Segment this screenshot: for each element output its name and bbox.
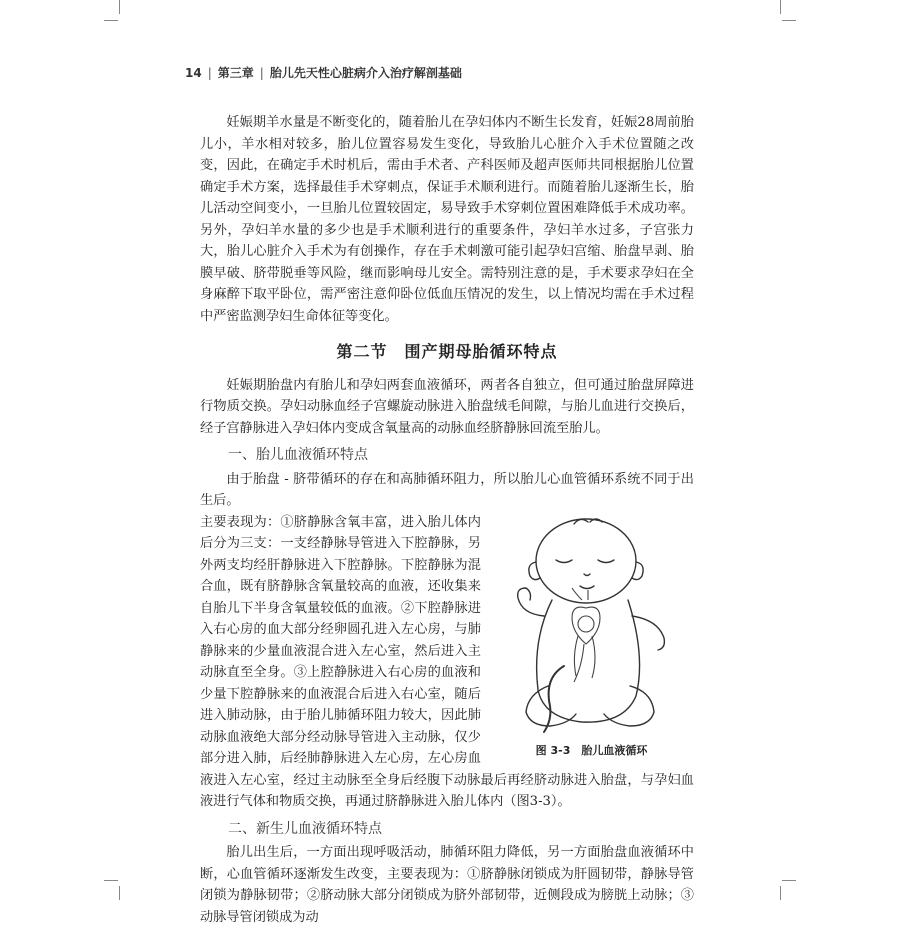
figure-caption: 图 3-3 胎儿血液循环 — [535, 743, 648, 757]
running-header — [185, 64, 720, 81]
header-separator: | — [207, 66, 212, 80]
page-body — [200, 112, 694, 928]
paragraph-fetal-details: 主要表现为：①脐静脉含氧丰富，进入胎儿体内后分为三支：一支经静脉导管进入下腔静脉，另外两支均经肝静脉进入下腔静脉。下腔静脉为混合血，既有脐静脉含氧量较高的血液，还收集来自胎儿下半身含氧量较低的血液。②下腔静脉进入右心房的血大部分经卵圆孔进入左心房，与肺静脉来的少量血液混合进入左心室，然后进入主动脉直至全身。③上腔静脉进入右心房的血液和少量下腔静脉来的血液混合后进入右心室，随后进入肺动脉，由于胎儿肺循环阻力较大，因此肺动脉血液绝大部分经动脉导管进入主动脉，仅少部分进入肺，后经肺静脉进入左心房，左心房血液进入左心室，经过主动脉至全身后经腹下动脉最后再经脐动脉进入胎盘，与孕妇血液进行气体和物质交换，再通过脐静脉进入胎儿体内（图3-3）。 — [200, 514, 694, 809]
crop-mark — [119, 886, 120, 900]
crop-mark — [104, 880, 118, 881]
subheading-neonatal-circulation: 二、新生儿血液循环特点 — [228, 820, 382, 837]
paragraph-neonatal: 胎儿出生后，一方面出现呼吸活动，肺循环阻力降低，另一方面胎盘血液循环中断，心血管循环逐渐发生改变，主要表现为：①脐静脉闭锁成为肝圆韧带，静脉导管闭锁为静脉韧带；②脐动脉大部分闭锁成为脐外部韧带，近侧段成为膀胱上动脉；③动脉导管闭锁成为动 — [200, 845, 694, 925]
crop-mark — [780, 886, 781, 900]
page-number: 14 — [185, 66, 202, 80]
paragraph-amniotic-fluid: 妊娠期羊水量是不断变化的，随着胎儿在孕妇体内不断生长发育，妊娠28周前胎儿小，羊水相对较多，胎儿位置容易发生变化，导致胎儿心脏介入手术位置随之改变，因此，在确定手术时机后，需由手术者、产科医师及超声医师共同根据胎儿位置确定手术方案，选择最佳手术穿刺点，保证手术顺利进行。而随着胎儿逐渐生长，胎儿活动空间变小，一旦胎儿位置较固定，易导致手术穿刺位置困难降低手术成功率。另外，孕妇羊水量的多少也是手术顺利进行的重要条件，孕妇羊水过多，子宫张力大，胎儿心脏介入手术为有创操作，存在手术刺激可能引起孕妇宫缩、胎盘早剥、胎膜早破、脐带脱垂等风险，继而影响母儿安全。需特别注意的是，手术要求孕妇在全身麻醉下取平卧位，需严密注意仰卧位低血压情况的发生，以上情况均需在手术过程中严密监测孕妇生命体征等变化。 — [200, 115, 694, 324]
crop-mark — [119, 0, 120, 14]
figure-3-3 — [489, 516, 694, 762]
crop-mark — [782, 20, 796, 21]
section-title: 第二节 围产期母胎循环特点 — [336, 342, 558, 361]
crop-mark — [104, 20, 118, 21]
paragraph-fetal-intro: 由于胎盘 - 脐带循环的存在和高肺循环阻力，所以胎儿心血管循环系统不同于出生后。 — [200, 471, 694, 508]
paragraph-placenta: 妊娠期胎盘内有胎儿和孕妇两套血液循环，两者各自独立，但可通过胎盘屏障进行物质交换。孕妇动脉血经子宫螺旋动脉进入胎盘绒毛间隙，与胎儿血进行交换后，经子宫静脉进入孕妇体内变成含氧量高的动脉血经脐静脉回流至胎儿。 — [200, 377, 694, 436]
chapter-label: 第三章 — [217, 66, 254, 80]
crop-mark — [782, 880, 796, 881]
subheading-fetal-circulation: 一、胎儿血液循环特点 — [228, 447, 368, 463]
chapter-title: 胎儿先天性心脏病介入治疗解剖基础 — [269, 66, 462, 80]
crop-mark — [780, 0, 781, 14]
header-separator: | — [259, 66, 264, 80]
fetal-circulation-illustration — [504, 516, 679, 734]
